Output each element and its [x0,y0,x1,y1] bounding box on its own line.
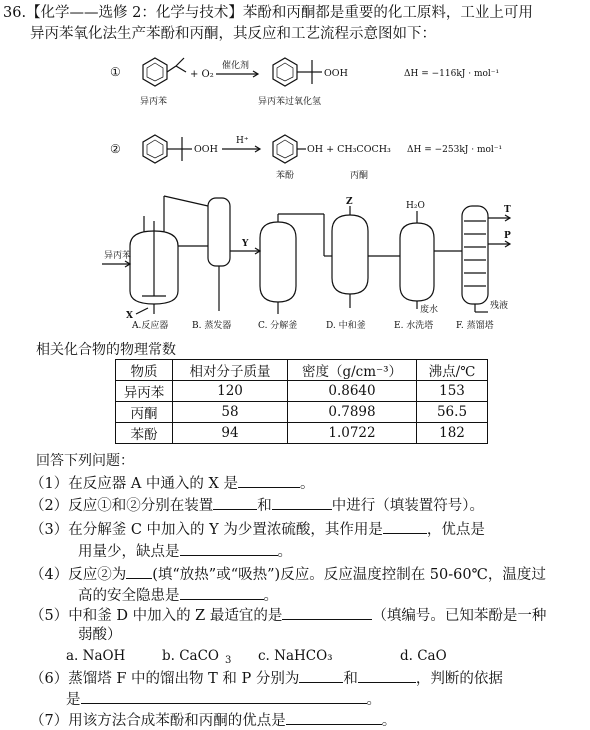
flow-t-label: T [504,205,511,215]
reaction-2-enthalpy: ΔH = −253kJ · mol⁻¹ [407,145,503,155]
reaction-1-ooh: OOH [324,68,348,79]
flow-x-label: X [126,311,133,321]
table-header-cell: 物质 [116,360,173,381]
table-row [116,381,488,402]
question-3-end: 。 [277,544,292,560]
answer-blank-6a[interactable] [299,668,343,683]
flow-y-label: Y [242,239,249,249]
table-cell: 94 [173,423,288,444]
neutralizer-d [278,206,368,308]
answer-blank-4b[interactable] [180,585,264,600]
option-a: a. NaOH [66,648,126,664]
option-b [162,648,231,666]
table-cell: 56.5 [417,402,488,423]
answer-blank-7[interactable] [286,710,382,725]
unit-label-c: C. 分解釜 [258,321,298,331]
answer-blank-3a[interactable] [383,519,427,534]
answer-blank-1[interactable] [238,473,300,488]
question-4-mid: (填“放热”或“吸热”)反应。反应温度控制在 50-60℃，温度过 [152,567,546,583]
reaction-2-products: OH + CH₃COCH₃ [307,144,391,155]
answer-blank-4a[interactable] [126,564,152,579]
question-2-text: （2）反应①和②分别在装置 [30,498,214,514]
question-1 [30,473,314,493]
question-3-advantage: ，优点是 [426,522,485,538]
question-6-is: 是 [66,692,81,708]
benzene-ring-icon [273,58,297,86]
question-3-disadvantage: 用量少，缺点是 [78,544,180,560]
question-6-text: （6）蒸馏塔 F 中的馏出物 T 和 P 分别为 [30,671,300,687]
option-d: d. CaO [400,648,447,664]
evaporator-b [164,196,230,311]
question-6-and: 和 [343,671,358,687]
answer-blank-3b[interactable] [180,541,278,556]
flow-p-label: P [504,231,511,241]
reaction-1-product-name: 异丙苯过氧化氢 [258,97,322,107]
benzene-ring-icon [143,135,167,163]
unit-label-b: B. 蒸发器 [192,321,232,331]
question-header-line1 [3,4,533,22]
table-header-cell: 沸点/℃ [417,360,488,381]
physical-constants-table [115,359,488,444]
question-2 [30,495,484,515]
reaction-1-enthalpy: ΔH = −116kJ · mol⁻¹ [404,69,500,79]
table-cell: 苯酚 [116,423,173,444]
question-3-line2 [78,541,292,561]
question-5 [30,605,546,625]
table-caption: 相关化合物的物理常数 [36,342,176,358]
table-cell: 丙酮 [116,402,173,423]
question-4-text: （4）反应②为 [30,567,127,583]
table-cell: 1.0722 [288,423,417,444]
option-b-subscript: 3 [225,655,232,666]
answer-blank-5[interactable] [282,605,372,620]
unit-label-e: E. 水洗塔 [394,321,434,331]
table-header-row [116,360,488,381]
question-header-line2: 异丙苯氧化法生产苯酚和丙酮，其反应和工艺流程示意图如下： [30,26,436,42]
reaction-2-ooh: OOH [194,144,218,155]
table-header-cell: 相对分子质量 [173,360,288,381]
reaction-1-reactant-name: 异丙苯 [140,97,168,107]
question-6-basis: ，判断的依据 [415,671,503,687]
question-5-text: （5）中和釜 D 中加入的 Z 最适宜的是 [30,608,283,624]
answer-blank-2b[interactable] [272,495,332,510]
question-1-text: （1）在反应器 A 中通入的 X 是 [30,476,238,492]
questions-intro: 回答下列问题： [36,453,134,469]
table-header-cell: 密度（g/cm⁻³） [288,360,417,381]
question-5-note: （填编号。已知苯酚是一种 [372,608,547,624]
table-cell: 0.7898 [288,402,417,423]
question-7 [30,710,396,730]
question-4-end: 。 [263,588,278,604]
reaction-1-o2: + O₂ [190,69,214,80]
benzene-ring-icon [143,58,167,86]
flow-waste-water: 废水 [420,305,439,315]
answer-blank-6b[interactable] [358,668,416,683]
table-cell: 182 [417,423,488,444]
unit-label-f: F. 蒸馏塔 [456,321,494,331]
table-row [116,402,488,423]
question-2-end: 中进行（填装置符号）。 [331,498,484,514]
question-2-and: 和 [257,498,272,514]
question-6-end: 。 [366,692,381,708]
answer-blank-2a[interactable] [213,495,257,510]
question-4 [30,564,546,584]
table-cell: 120 [173,381,288,402]
reactor-a [130,216,178,314]
question-5-line2: 弱酸） [78,627,122,643]
reaction-and-flow-diagram [100,46,520,331]
table-row [116,423,488,444]
question-7-text: （7）用该方法合成苯酚和丙酮的优点是 [30,713,286,729]
water-wash-e [368,211,434,309]
distillation-column-f [434,206,510,312]
table-cell: 0.8640 [288,381,417,402]
reaction-1-number: ① [110,65,121,79]
flow-z-label: Z [346,197,353,207]
header-text1: 苯酚和丙酮都是重要的化工原料，工业上可用 [242,5,533,21]
reaction-2-catalyst: H⁺ [236,136,249,146]
question-3-text: （3）在分解釜 C 中加入的 Y 为少置浓硫酸，其作用是 [30,522,383,538]
unit-label-a: A.反应器 [132,321,169,331]
benzene-ring-icon [273,135,297,163]
question-7-end: 。 [381,713,397,729]
flow-residue: 残液 [490,301,509,311]
table-cell: 异丙苯 [116,381,173,402]
flow-input-label: 异丙苯 [104,251,132,261]
phenol-name: 苯酚 [276,171,295,181]
reaction-1-catalyst: 催化剂 [222,61,250,71]
question-6 [30,668,503,688]
question-4-line2 [78,585,278,605]
question-tag: 【化学——选修 2：化学与技术】 [26,5,243,21]
answer-blank-6c[interactable] [81,689,367,704]
option-b-text: b. CaCO [162,648,219,664]
table-cell: 153 [417,381,488,402]
question-6-line2 [66,689,381,709]
option-c: c. NaHCO₃ [258,648,333,664]
question-3 [30,519,485,539]
reaction-2-number: ② [110,142,121,156]
unit-label-d: D. 中和釜 [326,321,366,331]
flow-h2o-label: H₂O [406,201,425,211]
question-4-hazard: 高的安全隐患是 [78,588,180,604]
acetone-name: 丙酮 [350,171,369,181]
table-cell: 58 [173,402,288,423]
question-number: 36. [3,5,27,21]
question-1-end: 。 [299,476,315,492]
decomposer-c [230,222,296,314]
